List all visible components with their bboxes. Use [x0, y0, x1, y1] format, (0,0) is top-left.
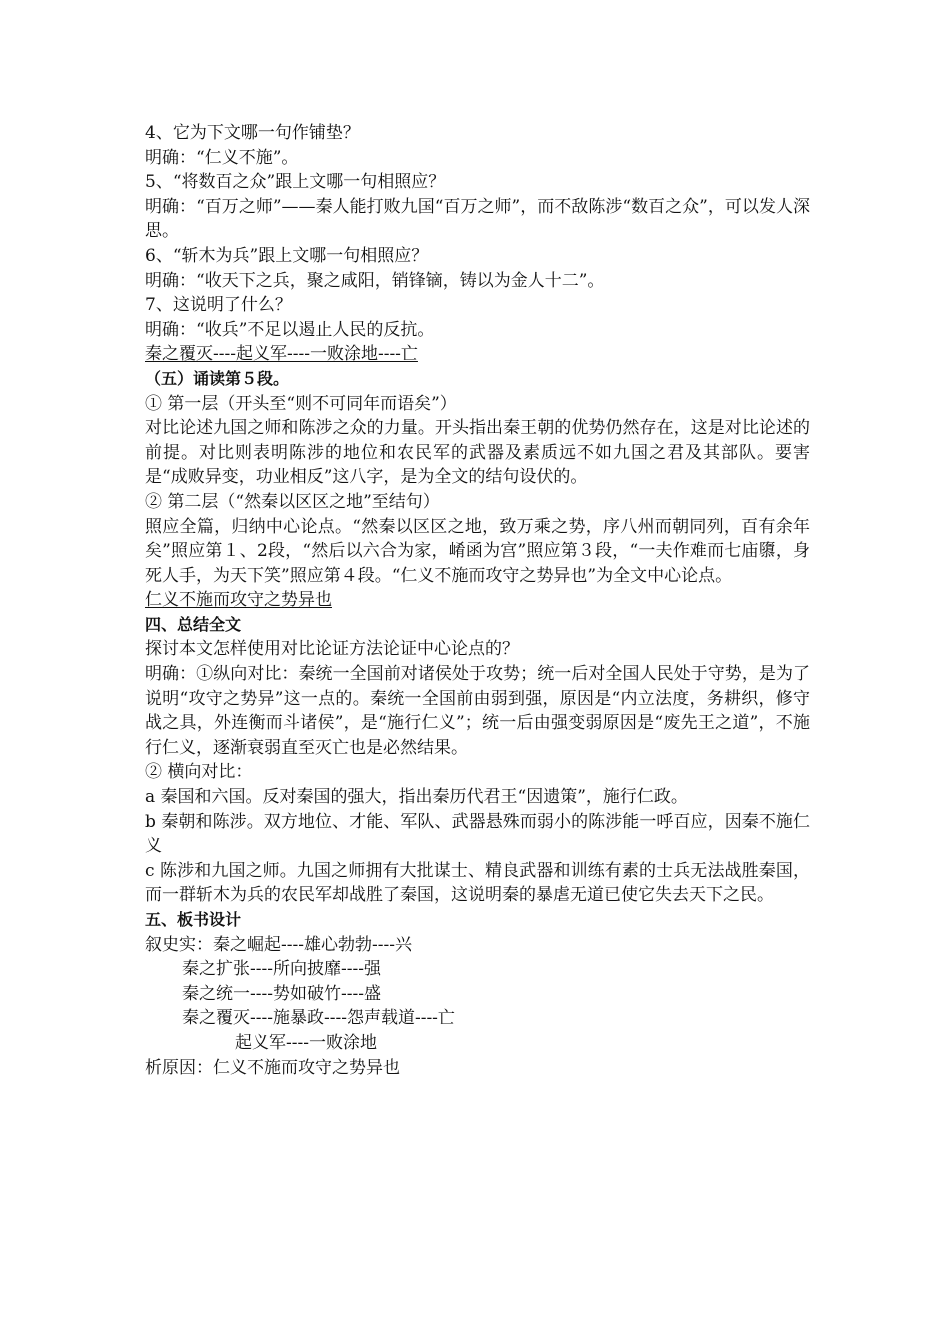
- layer-1-text: 对比论述九国之师和陈涉之众的力量。开头指出秦王朝的优势仍然存在，这是对比论述的前提。对比则表明陈涉的地位和农民军的武器及素质远不如九国之君及其部队。要害是“成败异变，功业相反”这八字，是为全文的结句设伏的。: [145, 418, 810, 488]
- board-line-2: 秦之扩张----所向披靡----强: [182, 959, 381, 980]
- answer-4: 明确：“仁义不施”。: [145, 147, 299, 168]
- question-4: 4、它为下文哪一句作铺垫？: [145, 123, 360, 143]
- part-5-heading: 五、板书设计: [145, 910, 242, 929]
- board-line-1: 叙史实：秦之崛起----雄心勃勃----兴: [145, 934, 412, 955]
- part-4-answer: 明确：①纵向对比：秦统一全国前对诸侯处于攻势；统一后对全国人民处于守势，是为了说明“攻守之势异”这一点的。秦统一全国前由弱到强，原因是“内立法度，务耕织，修守战之具，外连衡而斗诸侯”，是“施行仁义”；统一后由强变弱原因是“废先王之道”，不施行仁义，逐渐衰弱直至灭亡也是必然结果。: [145, 664, 810, 758]
- part-4-heading: 四、总结全文: [145, 614, 242, 634]
- layer-1-title: ① 第一层（开头至“则不可同年而语矣”）: [145, 393, 457, 414]
- document-page: [145, 121, 810, 1080]
- board-line-5: 起义军----一败涂地: [235, 1032, 377, 1053]
- layer-2-text: 照应全篇，归纳中心论点。“然秦以区区之地，致万乘之势，序八州而朝同列，百有余年矣”照应第１、2段，“然后以六合为家，崤函为宫”照应第３段，“一夫作难而七庙隳，身死人手，为天下笑”照应第４段。“仁义不施而攻守之势异也”为全文中心论点。: [145, 516, 810, 586]
- board-line-4: 秦之覆灭----施暴政----怨声载道----亡: [182, 1008, 455, 1029]
- question-6: 6、“斩木为兵”跟上文哪一句相照应？: [145, 245, 429, 266]
- comparison-point-b: b 秦朝和陈涉。双方地位、才能、军队、武器悬殊而弱小的陈涉能一呼百应，因秦不施仁义: [145, 811, 810, 857]
- summary-line-4: 秦之覆灭----起义军----一败涂地----亡: [145, 344, 418, 365]
- question-5: 5、“将数百之众”跟上文哪一句相照应？: [145, 172, 446, 193]
- board-line-3: 秦之统一----势如破竹----盛: [182, 983, 381, 1004]
- answer-5: 明确：“百万之师”——秦人能打败九国“百万之师”，而不敌陈涉“数百之众”，可以发人深思。: [145, 196, 810, 242]
- layer-2-title: ② 第二层（“然秦以区区之地”至结句）: [145, 491, 440, 512]
- question-7: 7、这说明了什么？: [145, 295, 292, 316]
- answer-7: 明确：“收兵”不足以遏止人民的反抗。: [145, 319, 435, 340]
- comparison-point-c: c 陈涉和九国之师。九国之师拥有大批谋士、精良武器和训练有素的士兵无法战胜秦国，而一群斩木为兵的农民军却战胜了秦国，这说明秦的暴虐无道已使它失去天下之民。: [145, 860, 810, 906]
- board-line-6: 析原因：仁义不施而攻守之势异也: [145, 1057, 400, 1078]
- part-4-question: 探讨本文怎样使用对比论证方法论证中心论点的？: [145, 639, 519, 660]
- answer-6: 明确：“收天下之兵，聚之咸阳，销锋镝，铸以为金人十二”。: [145, 270, 605, 291]
- summary-line-5: 仁义不施而攻守之势异也: [145, 590, 332, 611]
- section-5-heading: （五）诵读第５段。: [145, 368, 290, 388]
- comparison-point-a: a 秦国和六国。反对秦国的强大，指出秦历代君王“因遗策”，施行仁政。: [145, 787, 688, 808]
- horizontal-comparison-title: ② 横向对比：: [145, 762, 253, 783]
